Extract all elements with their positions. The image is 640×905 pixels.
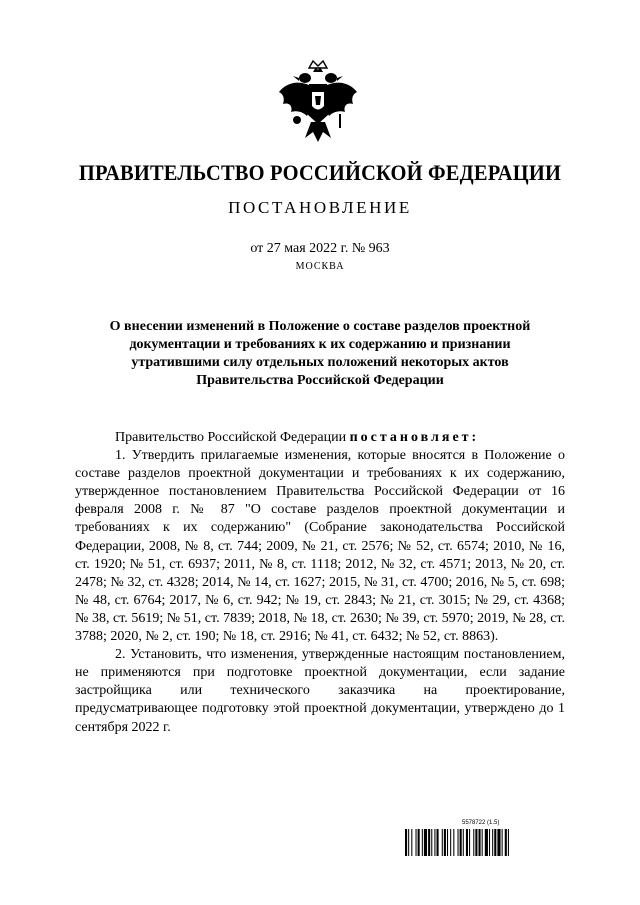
document-body [75,429,565,737]
item-2-paragraph: 2. Установить, что изменения, утвержденные настоящим постановлением, не применяются при подготовке проектной документации, если задание застройщика или технического заказчика на проектирование, предусматривающее подготовку этой проектной документации, утверждено до 1 сентября 2022 г. [75,647,565,735]
document-city: МОСКВА [295,261,345,272]
document-heading [80,318,560,390]
heading-line: О внесении изменений в Положение о составе разделов проектной [109,319,531,334]
heading-line: утратившими силу отдельных положений некоторых актов [131,355,509,370]
heading-line: Правительства Российской Федерации [196,373,444,388]
barcode-icon [405,829,560,856]
coat-of-arms-icon [275,58,361,154]
intro-decree-word: постановляет: [349,430,480,445]
document-date-number: от 27 мая 2022 г. № 963 [250,241,390,256]
government-title: ПРАВИТЕЛЬСТВО РОССИЙСКОЙ ФЕДЕРАЦИИ [78,160,562,185]
item-1-paragraph: 1. Утвердить прилагаемые изменения, которые вносятся в Положение о составе разделов проектной документации и требованиях к их содержанию, утвержденное постановлением Правительства Российской Федерации от 16 февраля 2008 г. № 87 "О составе разделов проектной документации и требованиях к их содержанию" (Собрание законодательства Российской Федерации, 2008, № 8, ст. 744; 2009, № 21, ст. 2576; № 52, ст. 6574; 2010, № 16, ст. 1920; № 51, ст. 6937; 2011, № 8, ст. 1118; 2012, № 32, ст. 4571; 2013, № 20, ст. 2478; № 32, ст. 4328; 2014, № 14, ст. 1627; 2015, № 31, ст. 4700; 2016, № 5, ст. 698; № 48, ст. 6764; 2017, № 6, ст. 942; № 19, ст. 2843; № 21, ст. 3015; № 29, ст. 4368; № 38, ст. 5619; № 51, ст. 7839; 2018, № 18, ст. 2630; № 39, ст. 5970; 2019, № 28, ст. 3788; 2020, № 2, ст. 190; № 18, ст. 2916; № 41, ст. 6432; № 52, ст. 8863). [75,448,565,645]
intro-text: Правительство Российской Федерации [115,430,350,445]
intro-paragraph [75,429,565,447]
heading-line: документации и требованиях к их содержанию и признании [129,337,511,352]
barcode-number: 5578722 (1.5) [462,820,500,826]
document-type: ПОСТАНОВЛЕНИЕ [228,198,412,217]
